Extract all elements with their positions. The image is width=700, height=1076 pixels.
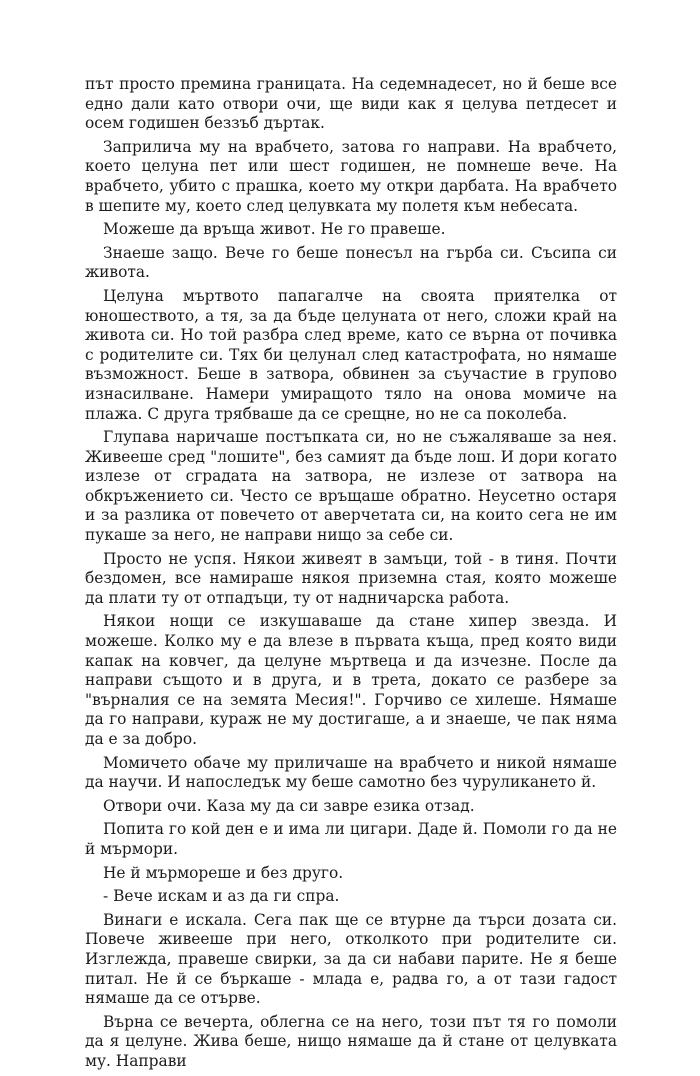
paragraph: Попита го кой ден е и има ли цигари. Даде й. Помоли го да не й мърмори. bbox=[85, 820, 617, 858]
paragraph: Целуна мъртвото папагалче на своята приятелка от юношеството, а тя, за да бъде целуната от него, сложи край на живота си. Но той разбра след време, като се върна от почивка с родителите си. Тях би целунал след катастрофата, но нямаше възможност. Беше в затвора, обвинен за съучастие в групово изнасилване. Намери умиращото тяло на онова момиче на плажа. С друга трябваше да се срещне, но не са поколеба. bbox=[85, 286, 617, 423]
paragraph: Някои нощи се изкушаваше да стане хипер звезда. И можеше. Колко му е да влезе в първата къща, пред която види капак на ковчег, да целуне мъртвеца и да изчезне. После да направи същото и в друга, и в трета, докато се разбере за "върналия се на земята Месия!". Горчиво се хилеше. Нямаше да го направи, кураж не му достигаше, а и знаеше, че пак няма да е за добро. bbox=[85, 612, 617, 748]
paragraph: път просто премина границата. На седемнадесет, но й беше все едно дали като отвори очи, ще види как я целува петдесет и осем годишен беззъб дъртак. bbox=[85, 75, 617, 133]
paragraph: Момичето обаче му приличаше на врабчето и никой нямаше да научи. И напоследък му беше самотно без чуруликането й. bbox=[85, 753, 617, 792]
paragraph: Винаги е искала. Сега пак ще се втурне да търси дозата си. Повече живееше при него, отколкото при родителите си. Изглежда, правеше свирки, за да си набави парите. Не я беше питал. Не й се бъркаше - млада е, радва го, а от тази гадост нямаше да се отърве. bbox=[85, 910, 617, 1008]
paragraph: Просто не успя. Някои живеят в замъци, той - в тиня. Почти бездомен, все намираше някоя приземна стая, която можеше да плати ту от отпадъци, ту от надничарска работа. bbox=[85, 549, 617, 607]
paragraph: Върна се вечерта, облегна се на него, този път тя го помоли да я целуне. Жива беше, нищо нямаше да й стане от целувката му. Направи bbox=[85, 1012, 617, 1070]
paragraph: Глупава наричаше постъпката си, но не съжаляваше за нея. Живееше сред "лошите", без самият да бъде лош. И дори когато излезе от сградата на затвора, не излезе от затвора на обкръжението си. Често се връщаше обратно. Неусетно остаря и за разлика от повечето от аверчетата си, на които сега не им пукаше за него, не направи нищо за себе си. bbox=[85, 428, 617, 545]
paragraph: Знаеше защо. Вече го беше понесъл на гърба си. Съсипа си живота. bbox=[85, 243, 617, 282]
paragraph: Можеше да връща живот. Не го правеше. bbox=[103, 220, 446, 239]
paragraph: Не й мърмореше и без друго. bbox=[103, 863, 344, 882]
paragraph: - Вече искам и аз да ги спра. bbox=[103, 887, 340, 906]
paragraph: Заприлича му на врабчето, затова го направи. На врабчето, което целуна пет или шест годишен, не помнеше вече. На врабчето, убито с прашка, което му откри дарбата. На врабчето в шепите му, което след целувката му полетя към небесата. bbox=[85, 137, 617, 215]
document-page bbox=[85, 75, 617, 1076]
paragraph: Отвори очи. Каза му да си завре езика отзад. bbox=[103, 796, 475, 815]
